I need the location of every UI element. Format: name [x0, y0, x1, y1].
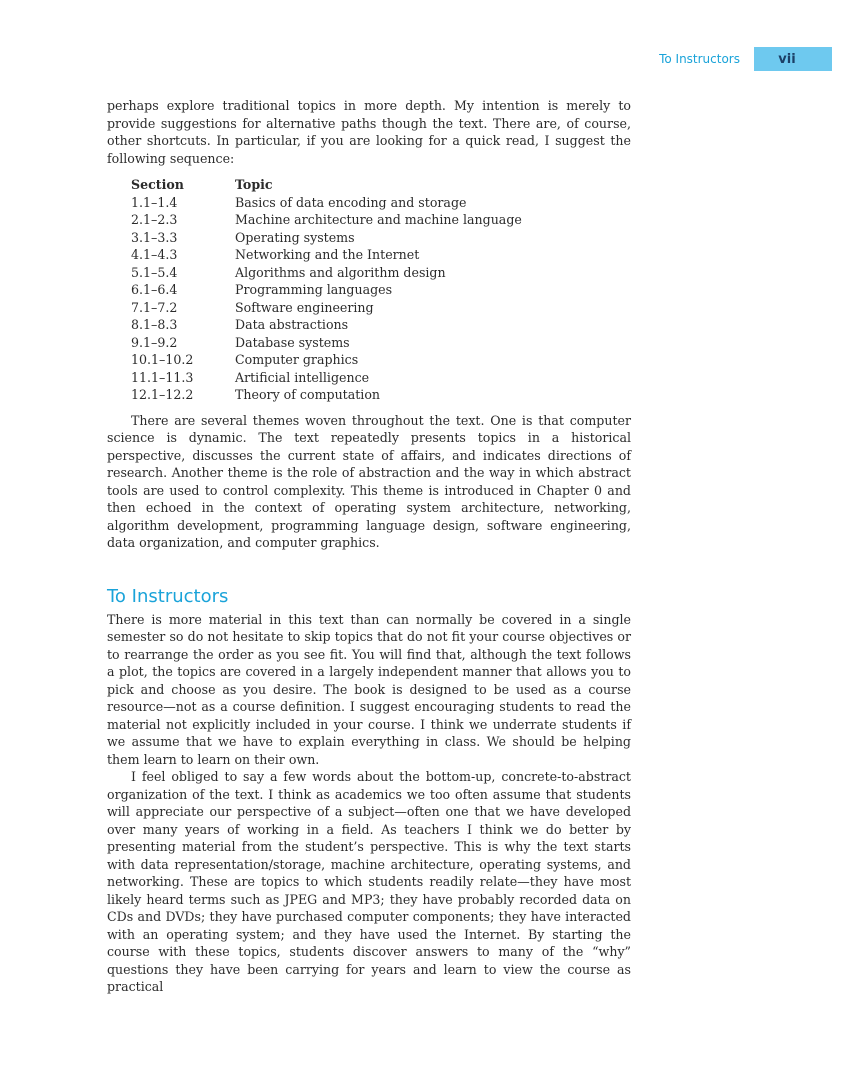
section-cell: 7.1–7.2 — [131, 299, 178, 315]
section-cell: 4.1–4.3 — [131, 247, 178, 262]
table-row — [131, 246, 522, 264]
topic-cell: Operating systems — [235, 229, 355, 245]
running-head — [659, 47, 832, 71]
column-header-section: Section — [131, 177, 184, 192]
section-cell: 3.1–3.3 — [131, 229, 178, 245]
topic-cell: Data abstractions — [235, 317, 349, 332]
table-row — [131, 211, 522, 229]
table-row — [131, 334, 522, 352]
section-cell: 5.1–5.4 — [131, 264, 178, 280]
section-cell: 2.1–2.3 — [131, 212, 178, 227]
table-row — [131, 281, 522, 299]
section-cell: 6.1–6.4 — [131, 282, 178, 297]
section-cell: 11.1–11.3 — [131, 369, 194, 385]
table-row — [131, 386, 522, 404]
section-cell: 9.1–9.2 — [131, 334, 178, 350]
section-cell: 10.1–10.2 — [131, 352, 194, 367]
topic-cell: Programming languages — [235, 282, 393, 297]
topic-cell: Networking and the Internet — [235, 247, 420, 262]
section-cell: 8.1–8.3 — [131, 317, 178, 332]
table-row — [131, 229, 522, 247]
intro-paragraph: perhaps explore traditional topics in more depth. My intention is merely to provide suggestions for alternative paths though the text. There are, of course, other shortcuts. In particular, if you are looking for a quick read, I suggest the following sequence: — [107, 98, 631, 166]
instructors-paragraph: There is more material in this text than can normally be covered in a single semester so do not hesitate to skip topics that do not fit your course objectives or to rearrange the order as you see fit. You will find that, although the text follows a plot, the topics are covered in a largely independent manner that allows you to pick and choose as you desire. The book is designed to be used as a course resource—not as a course definition. I suggest encouraging students to read the material not explicitly included in your course. I think we underrate students if we assume that we have to explain everything in class. We should be helping them learn to learn on their own. — [107, 611, 631, 767]
table-row — [131, 316, 522, 334]
topic-cell: Artificial intelligence — [235, 369, 370, 385]
table-row — [131, 351, 522, 369]
themes-paragraph: There are several themes woven throughout the text. One is that computer science is dynamic. The text repeatedly presents topics in a historical perspective, discusses the current state of affairs, and indicates directions of research. Another theme is the role of abstraction and the way in which abstract tools are used to control complexity. This theme is introduced in Chapter 0 and then echoed in the context of operating system architecture, networking, algorithm development, programming language design, software engineering, data organization, and computer graphics. — [107, 412, 631, 550]
table-row — [131, 299, 522, 317]
page-number-tab — [754, 47, 832, 71]
section-heading: To Instructors — [107, 585, 229, 607]
table-header-row — [131, 176, 522, 194]
topic-cell: Computer graphics — [235, 352, 359, 367]
table-row — [131, 264, 522, 282]
section-cell: 1.1–1.4 — [131, 194, 178, 210]
page-number: vii — [778, 51, 796, 67]
topic-cell: Theory of computation — [235, 387, 381, 402]
topic-cell: Machine architecture and machine language — [235, 212, 522, 227]
section-cell: 12.1–12.2 — [131, 387, 194, 402]
running-title: To Instructors — [659, 52, 740, 66]
page-body — [107, 97, 631, 996]
organization-paragraph: I feel obliged to say a few words about the bottom-up, concrete-to-abstract organization of the text. I think as academics we too often assume that students will appreciate our perspective of a subject—often one that we have developed over many years of working in a field. As teachers I think we do better by presenting material from the student’s perspective. This is why the text starts with data representation/storage, machine architecture, operating systems, and networking. These are topics to which students readily relate—they have most likely heard terms such as JPEG and MP3; they have probably recorded data on CDs and DVDs; they have purchased computer components; they have interacted with an operating system; and they have used the Internet. By starting the course with these topics, students discover answers to many of the “why” questions they have been carrying for years and learn to view the course as practical — [107, 769, 631, 994]
topic-cell: Database systems — [235, 334, 350, 350]
reading-sequence-table — [131, 176, 522, 404]
topic-cell: Algorithms and algorithm design — [235, 264, 446, 280]
column-header-topic: Topic — [235, 177, 273, 192]
table-row — [131, 369, 522, 387]
topic-cell: Basics of data encoding and storage — [235, 194, 467, 210]
topic-cell: Software engineering — [235, 299, 374, 315]
table-row — [131, 194, 522, 212]
